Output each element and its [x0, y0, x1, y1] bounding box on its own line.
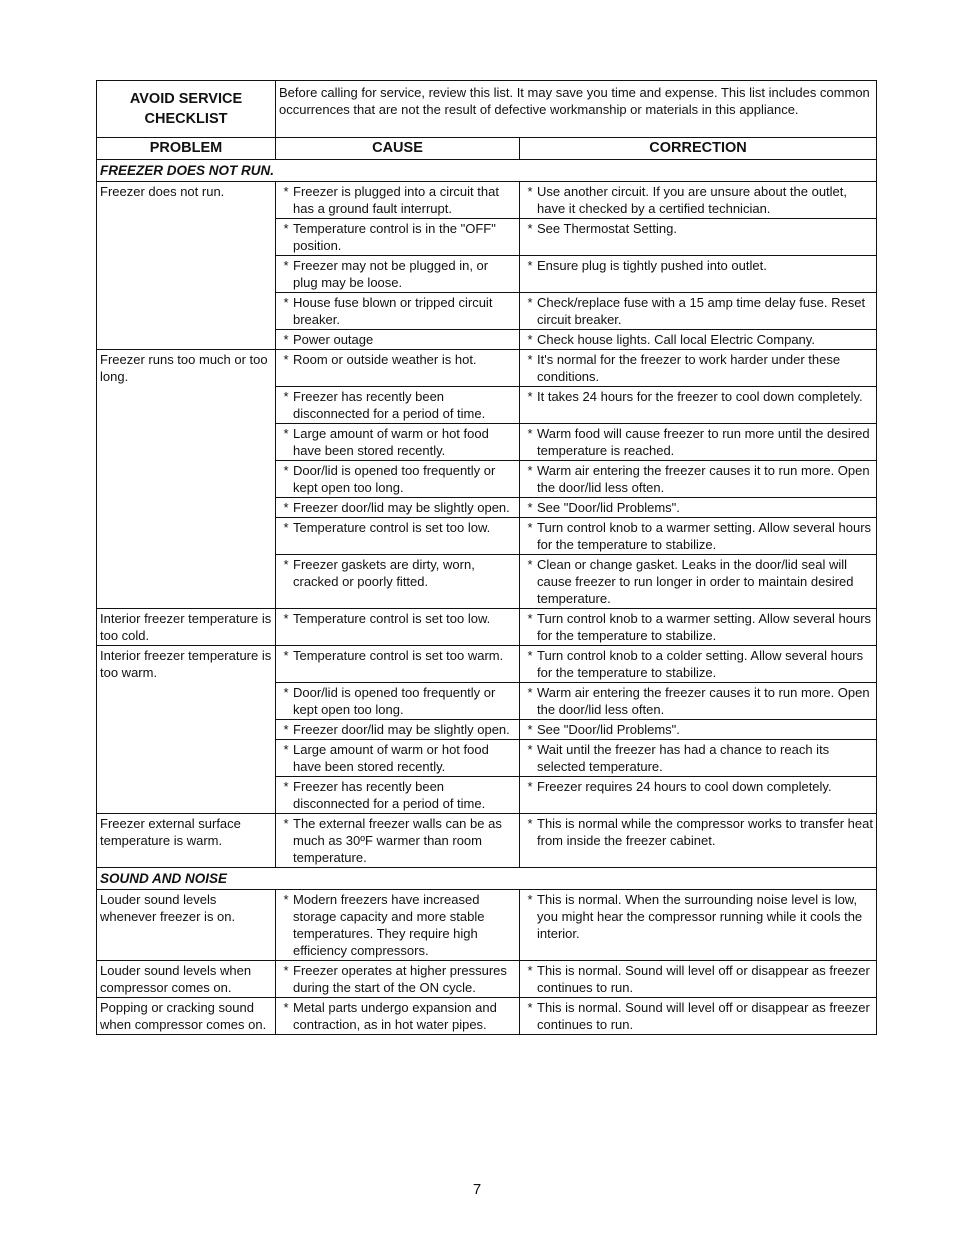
- cause-cell: [276, 330, 520, 350]
- table-row: [97, 350, 877, 387]
- correction: [523, 721, 873, 738]
- correction: [523, 610, 873, 644]
- cause-text: Large amount of warm or hot food have been stored recently.: [293, 742, 489, 774]
- correction-text: Warm food will cause freezer to run more until the desired temperature is reached.: [537, 426, 870, 458]
- cause-text: Freezer door/lid may be slightly open.: [293, 722, 510, 737]
- bullet-star: *: [283, 1000, 289, 1015]
- cause-cell: [276, 293, 520, 330]
- bullet-star: *: [283, 648, 289, 663]
- cause-text: Door/lid is opened too frequently or kept open too long.: [293, 685, 496, 717]
- bullet-star: *: [283, 722, 289, 737]
- cause-text: Temperature control is in the "OFF" position.: [293, 221, 496, 253]
- cause-text: Room or outside weather is hot.: [293, 352, 477, 367]
- correction: [523, 257, 873, 274]
- bullet-star: *: [283, 611, 289, 626]
- correction-text: It's normal for the freezer to work harder under these conditions.: [537, 352, 841, 384]
- cause-text: House fuse blown or tripped circuit breaker.: [293, 295, 493, 327]
- cause-cell: [276, 740, 520, 777]
- correction-cell: [520, 518, 877, 555]
- problem-cell: Freezer runs too much or too long.: [97, 350, 276, 609]
- table-row: [97, 182, 877, 219]
- cause-cell: [276, 424, 520, 461]
- bullet-star: *: [283, 426, 289, 441]
- cause-text: Freezer gaskets are dirty, worn, cracked or poorly fitted.: [293, 557, 475, 589]
- cause-text: Freezer is plugged into a circuit that has a ground fault interrupt.: [293, 184, 499, 216]
- correction-cell: [520, 609, 877, 646]
- bullet-star: *: [283, 779, 289, 794]
- correction-text: See "Door/lid Problems".: [537, 722, 680, 737]
- correction-text: Check house lights. Call local Electric Company.: [537, 332, 815, 347]
- correction: [523, 962, 873, 996]
- correction-text: Turn control knob to a warmer setting. Allow several hours for the temperature to stabilize.: [537, 611, 872, 643]
- correction-text: Warm air entering the freezer causes it to run more. Open the door/lid less often.: [537, 685, 870, 717]
- correction-cell: [520, 555, 877, 609]
- bullet-star: *: [283, 184, 289, 199]
- bullet-star: *: [283, 295, 289, 310]
- cause-cell: [276, 498, 520, 518]
- page-number: 7: [472, 1181, 482, 1198]
- correction: [523, 999, 873, 1033]
- bullet-star: *: [283, 352, 289, 367]
- section-row: [97, 160, 877, 182]
- correction-text: Turn control knob to a warmer setting. Allow several hours for the temperature to stabilize.: [537, 520, 872, 552]
- problem-cell: Interior freezer temperature is too cold.: [97, 609, 276, 646]
- bullet-star: *: [527, 184, 533, 199]
- bullet-star: *: [527, 221, 533, 236]
- cause-cell: [276, 555, 520, 609]
- correction-cell: [520, 777, 877, 814]
- correction: [523, 778, 873, 795]
- section-title: FREEZER DOES NOT RUN.: [97, 160, 877, 182]
- correction-cell: [520, 182, 877, 219]
- cause-text: Power outage: [293, 332, 374, 347]
- correction-text: It takes 24 hours for the freezer to cool down completely.: [537, 389, 863, 404]
- bullet-star: *: [283, 816, 289, 831]
- section-row: [97, 868, 877, 890]
- correction-text: Clean or change gasket. Leaks in the door/lid seal will cause freezer to run longer in order to maintain desired temperature.: [537, 557, 854, 606]
- correction-text: This is normal while the compressor works to transfer heat from inside the freezer cabinet.: [537, 816, 873, 848]
- bullet-star: *: [283, 463, 289, 478]
- cause: [279, 425, 516, 459]
- cause-text: Freezer operates at higher pressures during the start of the ON cycle.: [293, 963, 507, 995]
- cause-cell: [276, 646, 520, 683]
- bullet-star: *: [527, 816, 533, 831]
- correction-cell: [520, 293, 877, 330]
- bullet-star: *: [283, 742, 289, 757]
- correction: [523, 741, 873, 775]
- problem-cell: Interior freezer temperature is too warm.: [97, 646, 276, 814]
- correction: [523, 388, 873, 405]
- cause-text: Temperature control is set too low.: [293, 520, 491, 535]
- cause-text: Freezer has recently been disconnected for a period of time.: [293, 779, 486, 811]
- correction: [523, 519, 873, 553]
- cause-text: Modern freezers have increased storage capacity and more stable temperatures. They require high efficiency compressors.: [293, 892, 485, 958]
- correction-text: This is normal. When the surrounding noise level is low, you might hear the compressor running while it cools the interior.: [537, 892, 863, 941]
- correction: [523, 351, 873, 385]
- correction-cell: [520, 498, 877, 518]
- correction-cell: [520, 961, 877, 998]
- correction-text: Warm air entering the freezer causes it to run more. Open the door/lid less often.: [537, 463, 870, 495]
- bullet-star: *: [527, 426, 533, 441]
- bullet-star: *: [527, 389, 533, 404]
- bullet-star: *: [283, 557, 289, 572]
- cause: [279, 999, 516, 1033]
- cause: [279, 721, 516, 738]
- table-row: [97, 961, 877, 998]
- correction: [523, 425, 873, 459]
- bullet-star: *: [527, 557, 533, 572]
- column-header-row: [97, 138, 877, 160]
- cause: [279, 220, 516, 254]
- cause-cell: [276, 777, 520, 814]
- bullet-star: *: [527, 779, 533, 794]
- checklist-title: AVOID SERVICE CHECKLIST: [97, 81, 276, 138]
- table-row: [97, 646, 877, 683]
- bullet-star: *: [283, 520, 289, 535]
- correction: [523, 331, 873, 348]
- bullet-star: *: [527, 742, 533, 757]
- correction: [523, 183, 873, 217]
- problem-cell: Popping or cracking sound when compressor comes on.: [97, 998, 276, 1035]
- bullet-star: *: [527, 611, 533, 626]
- cause-cell: [276, 814, 520, 868]
- cause-cell: [276, 683, 520, 720]
- table-row: [97, 890, 877, 961]
- cause: [279, 741, 516, 775]
- troubleshooting-table: [96, 80, 877, 1035]
- cause: [279, 556, 516, 590]
- bullet-star: *: [283, 892, 289, 907]
- correction-text: Freezer requires 24 hours to cool down completely.: [537, 779, 832, 794]
- problem-cell: Freezer external surface temperature is warm.: [97, 814, 276, 868]
- cause-text: Freezer door/lid may be slightly open.: [293, 500, 510, 515]
- bullet-star: *: [527, 295, 533, 310]
- correction-cell: [520, 740, 877, 777]
- bullet-star: *: [527, 1000, 533, 1015]
- cause: [279, 294, 516, 328]
- correction-cell: [520, 814, 877, 868]
- bullet-star: *: [527, 648, 533, 663]
- correction-text: Turn control knob to a colder setting. Allow several hours for the temperature to stabilize.: [537, 648, 864, 680]
- cause-text: Temperature control is set too warm.: [293, 648, 504, 663]
- cause: [279, 351, 516, 368]
- correction: [523, 499, 873, 516]
- cause: [279, 647, 516, 664]
- checklist-intro: Before calling for service, review this list. It may save you time and expense. This list includes common occurrences that are not the result of defective workmanship or materials in this appliance.: [276, 81, 877, 138]
- correction-cell: [520, 330, 877, 350]
- cause: [279, 257, 516, 291]
- correction-cell: [520, 720, 877, 740]
- cause: [279, 610, 516, 627]
- cause: [279, 499, 516, 516]
- cause-cell: [276, 609, 520, 646]
- cause-cell: [276, 961, 520, 998]
- problem-column-header: PROBLEM: [97, 138, 276, 160]
- correction-cell: [520, 646, 877, 683]
- bullet-star: *: [283, 685, 289, 700]
- correction-column-header: CORRECTION: [520, 138, 877, 160]
- bullet-star: *: [527, 500, 533, 515]
- correction: [523, 462, 873, 496]
- bullet-star: *: [527, 685, 533, 700]
- cause-cell: [276, 256, 520, 293]
- cause: [279, 183, 516, 217]
- cause-text: Metal parts undergo expansion and contraction, as in hot water pipes.: [293, 1000, 497, 1032]
- cause-cell: [276, 890, 520, 961]
- bullet-star: *: [283, 221, 289, 236]
- cause-cell: [276, 219, 520, 256]
- cause-cell: [276, 720, 520, 740]
- correction-cell: [520, 424, 877, 461]
- correction-cell: [520, 219, 877, 256]
- correction-text: This is normal. Sound will level off or disappear as freezer continues to run.: [537, 1000, 870, 1032]
- cause: [279, 684, 516, 718]
- cause-text: Large amount of warm or hot food have been stored recently.: [293, 426, 489, 458]
- cause: [279, 962, 516, 996]
- problem-cell: Louder sound levels when compressor comes on.: [97, 961, 276, 998]
- correction-cell: [520, 683, 877, 720]
- correction: [523, 220, 873, 237]
- cause-text: The external freezer walls can be as much as 30ºF warmer than room temperature.: [293, 816, 502, 865]
- cause: [279, 331, 516, 348]
- cause-text: Freezer has recently been disconnected for a period of time.: [293, 389, 486, 421]
- table-row: [97, 814, 877, 868]
- bullet-star: *: [527, 963, 533, 978]
- title-row: [97, 81, 877, 138]
- correction: [523, 556, 873, 607]
- correction-cell: [520, 461, 877, 498]
- correction: [523, 815, 873, 849]
- bullet-star: *: [283, 389, 289, 404]
- cause: [279, 519, 516, 536]
- correction-text: See "Door/lid Problems".: [537, 500, 680, 515]
- cause: [279, 815, 516, 866]
- section-title: SOUND AND NOISE: [97, 868, 877, 890]
- cause-cell: [276, 182, 520, 219]
- cause: [279, 462, 516, 496]
- correction-text: This is normal. Sound will level off or disappear as freezer continues to run.: [537, 963, 870, 995]
- correction-cell: [520, 350, 877, 387]
- problem-cell: Freezer does not run.: [97, 182, 276, 350]
- cause: [279, 891, 516, 959]
- bullet-star: *: [527, 463, 533, 478]
- cause-text: Temperature control is set too low.: [293, 611, 491, 626]
- cause-cell: [276, 998, 520, 1035]
- cause: [279, 778, 516, 812]
- correction-cell: [520, 256, 877, 293]
- correction-text: Check/replace fuse with a 15 amp time delay fuse. Reset circuit breaker.: [537, 295, 866, 327]
- cause: [279, 388, 516, 422]
- bullet-star: *: [283, 258, 289, 273]
- correction-text: Wait until the freezer has had a chance to reach its selected temperature.: [537, 742, 830, 774]
- cause-column-header: CAUSE: [276, 138, 520, 160]
- cause-cell: [276, 518, 520, 555]
- correction: [523, 891, 873, 942]
- correction-text: See Thermostat Setting.: [537, 221, 677, 236]
- bullet-star: *: [527, 352, 533, 367]
- bullet-star: *: [283, 500, 289, 515]
- correction: [523, 294, 873, 328]
- bullet-star: *: [527, 258, 533, 273]
- bullet-star: *: [283, 332, 289, 347]
- table-row: [97, 609, 877, 646]
- correction: [523, 647, 873, 681]
- bullet-star: *: [527, 520, 533, 535]
- problem-cell: Louder sound levels whenever freezer is on.: [97, 890, 276, 961]
- cause-cell: [276, 350, 520, 387]
- correction: [523, 684, 873, 718]
- bullet-star: *: [527, 722, 533, 737]
- correction-cell: [520, 890, 877, 961]
- cause-text: Door/lid is opened too frequently or kept open too long.: [293, 463, 496, 495]
- bullet-star: *: [527, 332, 533, 347]
- correction-text: Ensure plug is tightly pushed into outlet.: [537, 258, 767, 273]
- cause-cell: [276, 461, 520, 498]
- cause-text: Freezer may not be plugged in, or plug may be loose.: [293, 258, 489, 290]
- correction-text: Use another circuit. If you are unsure about the outlet, have it checked by a certified technician.: [537, 184, 848, 216]
- cause-cell: [276, 387, 520, 424]
- correction-cell: [520, 387, 877, 424]
- bullet-star: *: [527, 892, 533, 907]
- table-row: [97, 998, 877, 1035]
- correction-cell: [520, 998, 877, 1035]
- bullet-star: *: [283, 963, 289, 978]
